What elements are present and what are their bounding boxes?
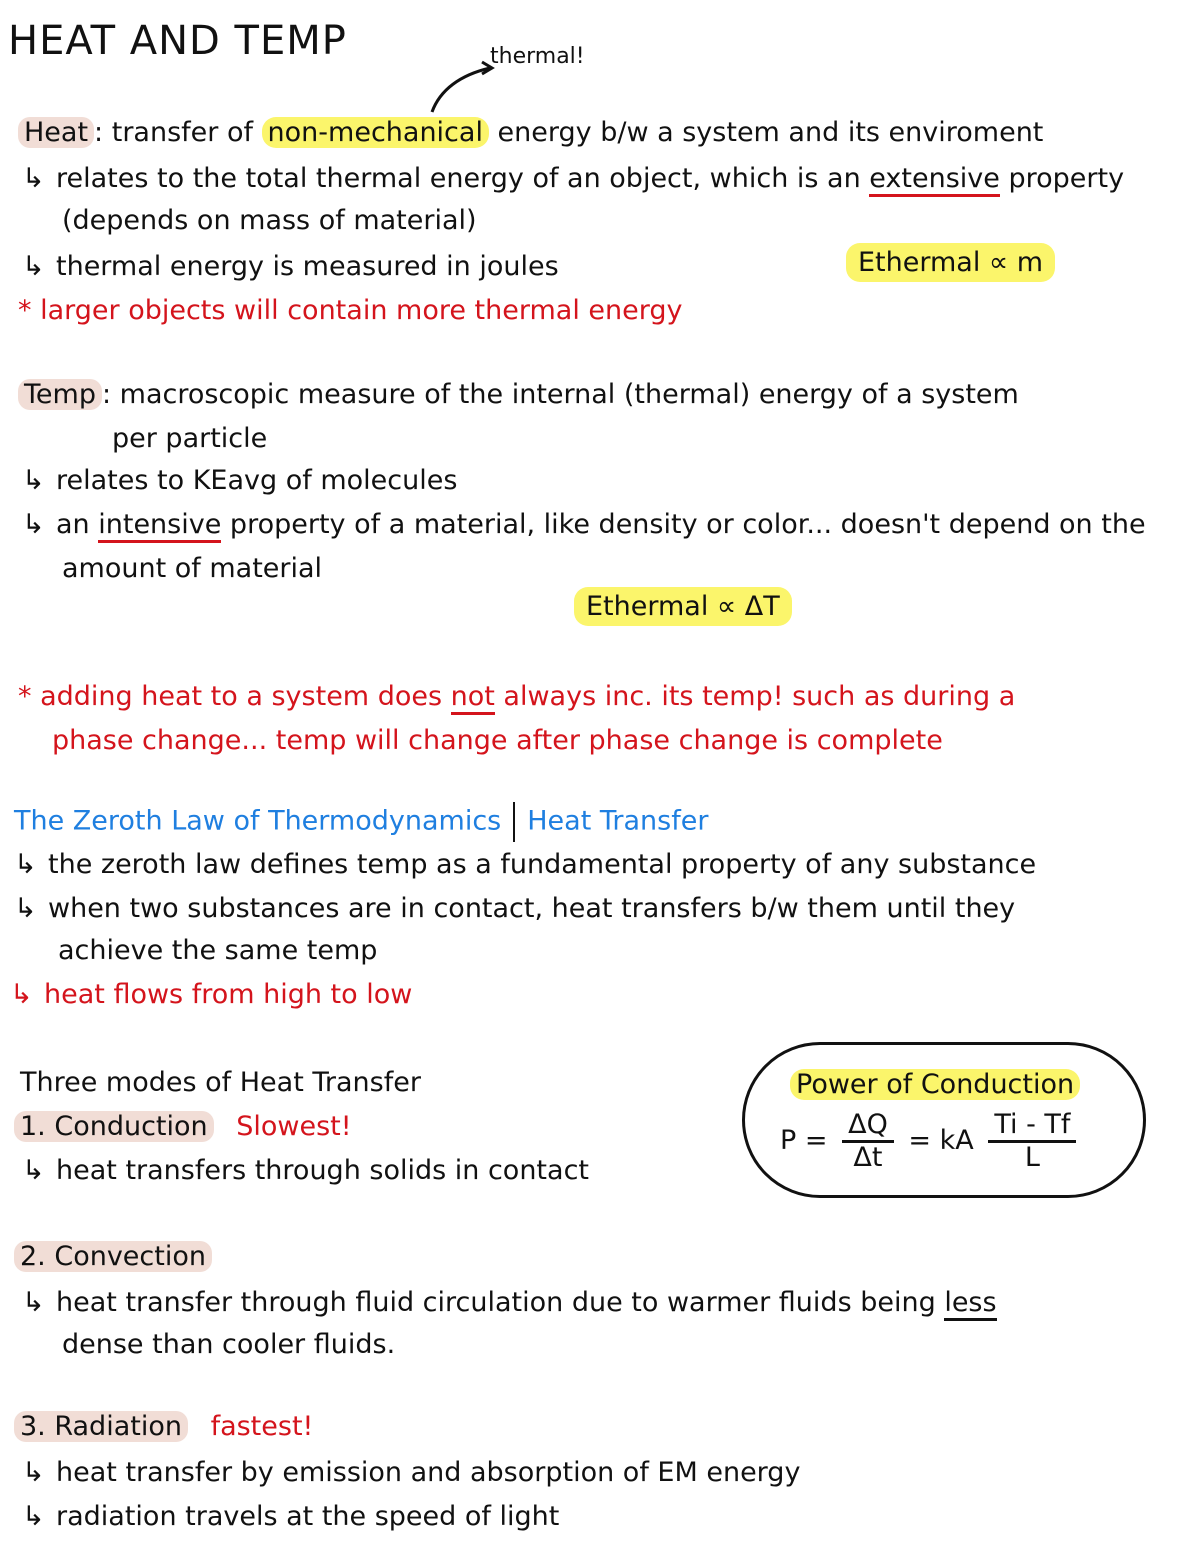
temp-def: : macroscopic measure of the internal (thermal) energy of a system [101, 379, 1019, 410]
heat-def-pre: : transfer of [94, 117, 262, 148]
zeroth-line2-text: when two substances are in contact, heat transfers b/w them until they [48, 893, 1016, 924]
convection-desc-1 [22, 1286, 997, 1320]
less-underlined: less [944, 1287, 996, 1321]
temp-line1-text: relates to KEavg of molecules [56, 465, 458, 496]
hooked-arrow-icon: ↳ [22, 509, 45, 540]
temp-definition [18, 378, 1019, 412]
power-p: P = [780, 1125, 828, 1156]
heat-def-post: energy b/w a system and its enviroment [488, 117, 1044, 148]
temp-formula-text: Ethermal ∝ ΔT [574, 587, 792, 626]
heat-line3-text: thermal energy is measured in joules [56, 251, 559, 282]
temp-line2-pre: an [56, 509, 99, 540]
temp-note1-pre: * adding heat to a system does [18, 681, 451, 712]
temp-note-2: phase change... temp will change after phase change is complete [52, 725, 943, 756]
temp-line2-post: property of a material, like density or color... doesn't depend on the [221, 509, 1146, 540]
conduction-heading [14, 1110, 352, 1144]
modes-heading: Three modes of Heat Transfer [20, 1067, 421, 1098]
power-formula [780, 1110, 1082, 1173]
hooked-arrow-icon: ↳ [22, 1155, 45, 1186]
extensive-underlined: extensive [869, 163, 1000, 197]
radiation-desc-1 [22, 1456, 800, 1490]
ti-tf: Ti - Tf [988, 1110, 1076, 1143]
radiation-desc1-text: heat transfer by emission and absorption of EM energy [56, 1457, 801, 1488]
hooked-arrow-icon: ↳ [22, 1457, 45, 1488]
dt: Δt [853, 1142, 883, 1173]
zeroth-line-1 [14, 848, 1036, 882]
temp-def-2: per particle [112, 423, 268, 454]
temp-line-1 [22, 464, 457, 498]
length-l: L [1024, 1142, 1040, 1173]
non-mechanical-highlight: non-mechanical [262, 117, 489, 148]
zeroth-line4-text: heat flows from high to low [44, 979, 413, 1010]
convection-desc-2: dense than cooler fluids. [62, 1329, 396, 1360]
radiation-desc2-text: radiation travels at the speed of light [56, 1501, 560, 1532]
hooked-arrow-icon: ↳ [14, 849, 37, 880]
temp-line-2 [22, 508, 1146, 542]
heat-formula-text: Ethermal ∝ m [846, 243, 1055, 282]
heat-line1-pre: relates to the total thermal energy of an object, which is an [56, 163, 870, 194]
radiation-desc-2 [22, 1500, 559, 1534]
temp-formula [574, 590, 792, 624]
zeroth-line-3: achieve the same temp [58, 935, 378, 966]
hooked-arrow-icon: ↳ [22, 1287, 45, 1318]
conduction-desc [22, 1154, 589, 1188]
zeroth-line-4 [10, 978, 412, 1012]
convection-desc-pre: heat transfer through fluid circulation due to warmer fluids being [56, 1287, 945, 1318]
radiation-tag: fastest! [210, 1411, 314, 1442]
heat-line-1 [22, 162, 1124, 196]
heat-line-2: (depends on mass of material) [62, 205, 477, 236]
heat-formula [846, 246, 1055, 280]
radiation-label: 3. Radiation [14, 1411, 188, 1442]
heat-term: Heat [18, 117, 94, 148]
hooked-arrow-icon: ↳ [22, 465, 45, 496]
convection-label: 2. Convection [14, 1241, 212, 1272]
conduction-desc-text: heat transfers through solids in contact [56, 1155, 589, 1186]
zeroth-heading [14, 802, 708, 842]
power-title [790, 1068, 1080, 1102]
zeroth-line-2 [14, 892, 1015, 926]
power-eq: = kA [908, 1125, 974, 1156]
intensive-underlined: intensive [98, 509, 221, 543]
zeroth-line1-text: the zeroth law defines temp as a fundamental property of any substance [48, 849, 1037, 880]
temp-note1-post: always inc. its temp! such as during a [494, 681, 1016, 712]
temp-term: Temp [18, 379, 102, 410]
thermal-annotation: thermal! [490, 44, 585, 69]
hooked-arrow-icon: ↳ [10, 979, 33, 1010]
hooked-arrow-icon: ↳ [14, 893, 37, 924]
conduction-label: 1. Conduction [14, 1111, 214, 1142]
power-title-text: Power of Conduction [790, 1069, 1080, 1100]
radiation-heading [14, 1410, 313, 1444]
fraction-temp-diff [988, 1110, 1076, 1173]
heat-note: * larger objects will contain more thermal energy [18, 295, 683, 326]
hooked-arrow-icon: ↳ [22, 163, 45, 194]
temp-note-1 [18, 680, 1015, 714]
not-underlined: not [451, 681, 495, 715]
heading-divider [513, 802, 515, 842]
heat-definition [18, 116, 1043, 150]
hooked-arrow-icon: ↳ [22, 1501, 45, 1532]
heat-line1-post: property [999, 163, 1125, 194]
page-title: HEAT AND TEMP [8, 18, 347, 64]
fraction-dq-dt [842, 1110, 894, 1173]
zeroth-heading-b: Heat Transfer [527, 805, 709, 837]
conduction-tag: Slowest! [236, 1111, 352, 1142]
zeroth-heading-a: The Zeroth Law of Thermodynamics [14, 805, 502, 837]
dq: ΔQ [842, 1110, 894, 1143]
hooked-arrow-icon: ↳ [22, 251, 45, 282]
temp-line-3: amount of material [62, 553, 323, 584]
convection-heading [14, 1240, 212, 1274]
heat-line-3 [22, 250, 559, 284]
